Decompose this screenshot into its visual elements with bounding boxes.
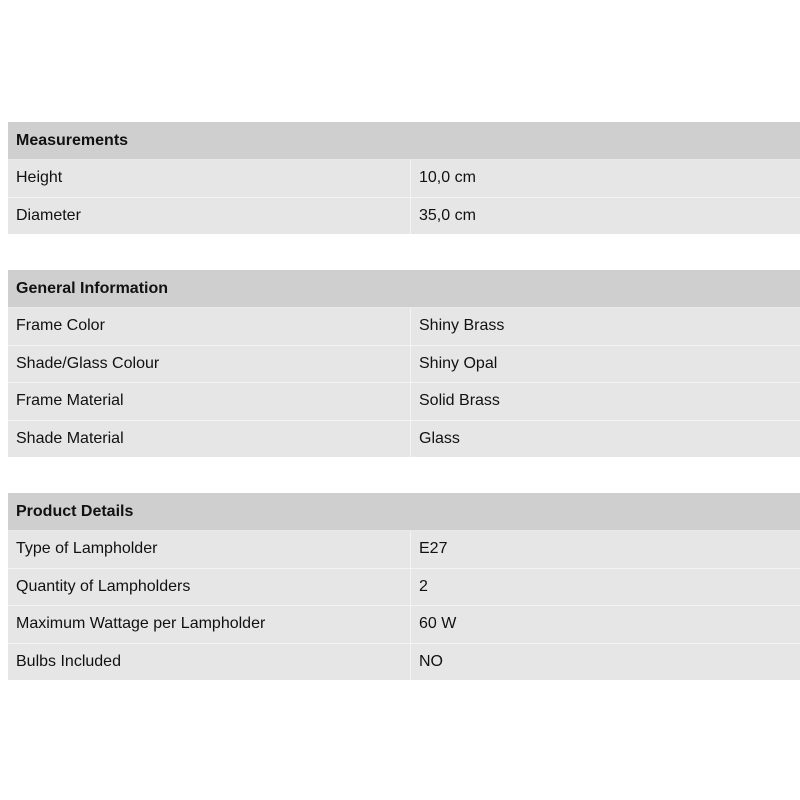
product-details-table xyxy=(8,493,800,680)
spec-value: E27 xyxy=(419,540,448,558)
section-header xyxy=(8,493,800,531)
table-row xyxy=(8,198,800,235)
spec-value: Glass xyxy=(419,429,460,447)
spec-label: Frame Material xyxy=(8,383,411,420)
spec-value: Shiny Opal xyxy=(419,354,498,372)
spec-label: Diameter xyxy=(8,198,411,235)
section-title: Measurements xyxy=(16,131,129,149)
spec-value: 10,0 cm xyxy=(419,169,476,187)
spec-value: 2 xyxy=(419,577,428,595)
spec-label: Type of Lampholder xyxy=(8,531,411,568)
table-row xyxy=(8,308,800,346)
spec-value: 60 W xyxy=(419,615,457,633)
spec-value: Shiny Brass xyxy=(419,317,505,335)
table-row xyxy=(8,531,800,569)
table-row xyxy=(8,606,800,644)
spec-label: Bulbs Included xyxy=(8,644,411,681)
spec-value: 35,0 cm xyxy=(419,206,476,224)
spec-label: Frame Color xyxy=(8,308,411,345)
section-header xyxy=(8,270,800,308)
table-row xyxy=(8,421,800,458)
spec-value: NO xyxy=(419,652,443,670)
table-row xyxy=(8,644,800,681)
section-title: General Information xyxy=(16,279,169,297)
spec-label: Quantity of Lampholders xyxy=(8,569,411,606)
measurements-table xyxy=(8,122,800,234)
spec-value: Solid Brass xyxy=(419,392,500,410)
spec-label: Height xyxy=(8,160,411,197)
section-title: Product Details xyxy=(16,502,134,520)
spec-label: Shade/Glass Colour xyxy=(8,346,411,383)
spec-label: Maximum Wattage per Lampholder xyxy=(8,606,411,643)
spec-label: Shade Material xyxy=(8,421,411,458)
table-row xyxy=(8,569,800,607)
table-row xyxy=(8,160,800,198)
table-row xyxy=(8,346,800,384)
table-row xyxy=(8,383,800,421)
section-header xyxy=(8,122,800,160)
general-information-table xyxy=(8,270,800,457)
